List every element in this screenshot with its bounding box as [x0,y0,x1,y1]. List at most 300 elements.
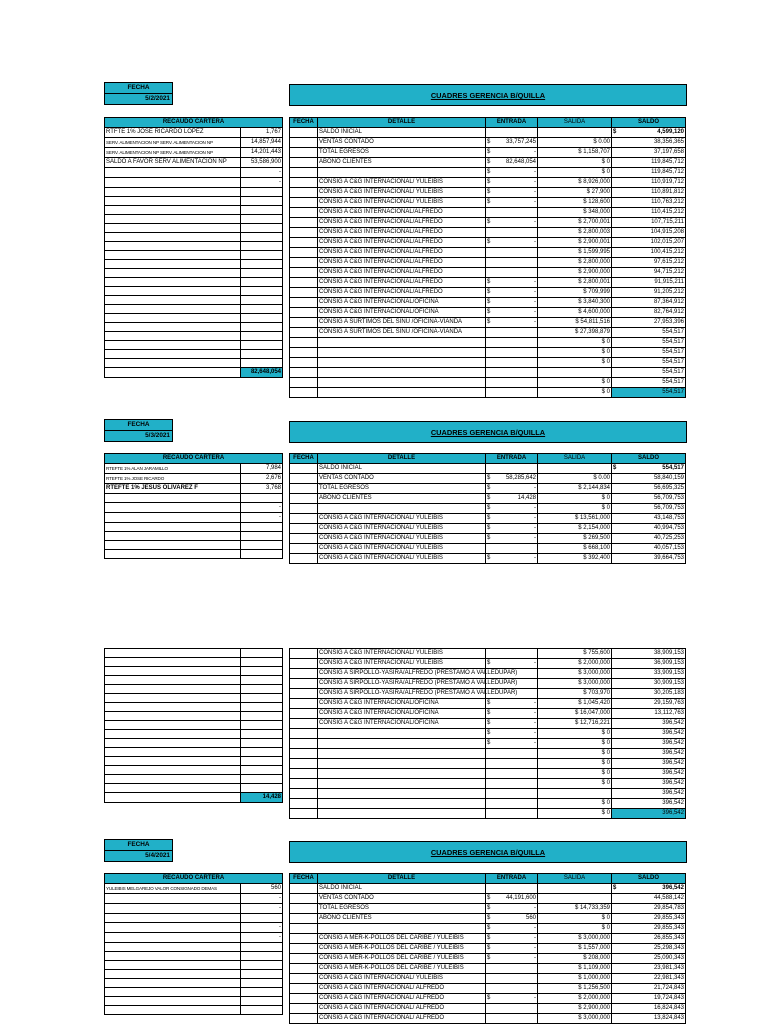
row-saldo[interactable] [612,474,686,484]
row-detalle[interactable] [318,769,486,779]
row-fecha[interactable] [290,699,318,709]
recaudo-value[interactable]: - [241,923,283,933]
row-salida[interactable]: $ 27,900 [538,188,612,198]
row-salida[interactable]: $ 2,800,001 [538,278,612,288]
row-saldo[interactable] [612,338,686,348]
recaudo-label[interactable]: SERV. ALIMENTACION NP SERV. ALIMENTACION NP [105,148,241,158]
fecha-value[interactable]: 5/3/2021 [105,430,172,441]
row-saldo[interactable] [612,709,686,719]
row-entrada[interactable] [486,749,538,759]
row-salida[interactable]: $ 0 [538,504,612,514]
row-fecha[interactable] [290,298,318,308]
row-salida[interactable]: $ 2,900,000 [538,268,612,278]
row-fecha[interactable] [290,1004,318,1014]
row-fecha[interactable] [290,494,318,504]
recaudo-label[interactable] [105,721,241,730]
row-entrada[interactable] [486,974,538,984]
recaudo-value[interactable] [241,188,283,197]
recaudo-value[interactable]: 53,586,900 [241,158,283,168]
row-detalle[interactable]: CONSIG A C&G INTERNACIONAL/ALFREDO [318,268,486,278]
recaudo-label[interactable] [105,323,241,332]
row-detalle[interactable]: CONSIG A C&G INTERNACIONAL/ YULEIBIS [318,514,486,524]
recaudo-label[interactable]: SALDO A FAVOR SERV ALIMENTACION NP [105,158,241,168]
row-detalle[interactable]: CONSIG A SURTIMOS DEL SINU /OFICINA-VIANDA [318,328,486,338]
row-salida[interactable]: $ 392,400 [538,554,612,564]
row-saldo[interactable] [612,524,686,534]
row-salida[interactable]: $ 2,700,001 [538,218,612,228]
recaudo-label[interactable] [105,550,241,559]
recaudo-label[interactable] [105,904,241,914]
row-saldo[interactable] [612,719,686,729]
row-entrada[interactable] [486,914,538,924]
row-saldo[interactable] [612,669,686,679]
row-salida[interactable]: $ 0 [538,378,612,388]
recaudo-value[interactable] [241,523,283,532]
recaudo-value[interactable]: 3,768 [241,484,283,494]
row-fecha[interactable] [290,884,318,894]
row-detalle[interactable] [318,358,486,368]
recaudo-label[interactable] [105,305,241,314]
recaudo-value[interactable]: 2,676 [241,474,283,484]
row-saldo[interactable] [612,659,686,669]
recaudo-value[interactable] [241,766,283,775]
row-entrada[interactable] [486,779,538,789]
row-salida[interactable]: $ 0 [538,769,612,779]
recaudo-label[interactable] [105,188,241,197]
row-detalle[interactable]: CONSIG A C&G INTERNACIONAL/ALFREDO [318,218,486,228]
row-saldo[interactable] [612,494,686,504]
row-saldo[interactable] [612,228,686,238]
row-saldo[interactable] [612,954,686,964]
row-detalle[interactable]: ABONO CLIENTES [318,158,486,168]
row-entrada[interactable] [486,348,538,358]
row-detalle[interactable]: CONSIG A C&G INTERNACIONAL/ ALFREDO [318,994,486,1004]
row-entrada[interactable] [486,228,538,238]
row-salida[interactable]: $ 348,000 [538,208,612,218]
row-fecha[interactable] [290,739,318,749]
row-fecha[interactable] [290,148,318,158]
row-entrada[interactable] [486,809,538,819]
recaudo-value[interactable]: - [241,168,283,178]
row-fecha[interactable] [290,719,318,729]
row-entrada[interactable] [486,894,538,904]
recaudo-label[interactable] [105,494,241,503]
recaudo-label[interactable] [105,952,241,961]
row-salida[interactable] [538,128,612,138]
recaudo-label[interactable] [105,251,241,260]
recaudo-label[interactable] [105,296,241,305]
row-salida[interactable]: $ 1,158,707 [538,148,612,158]
recaudo-value[interactable] [241,988,283,997]
recaudo-value[interactable]: 1,767 [241,128,283,138]
recaudo-label[interactable] [105,269,241,278]
row-fecha[interactable] [290,178,318,188]
row-entrada[interactable] [486,729,538,739]
row-fecha[interactable] [290,789,318,799]
row-detalle[interactable]: CONSIG A C&G INTERNACIONAL/ ALFREDO [318,1004,486,1014]
row-saldo[interactable] [612,934,686,944]
row-fecha[interactable] [290,248,318,258]
row-entrada[interactable] [486,789,538,799]
recaudo-label[interactable] [105,784,241,793]
row-detalle[interactable]: SALDO INICIAL [318,884,486,894]
recaudo-value[interactable] [241,215,283,224]
row-detalle[interactable]: CONSIG A C&G INTERNACIONAL/ YULEIBIS [318,198,486,208]
row-salida[interactable]: $ 0 [538,779,612,789]
row-detalle[interactable]: VENTAS CONTADO [318,138,486,148]
row-detalle[interactable] [318,779,486,789]
row-fecha[interactable] [290,554,318,564]
row-entrada[interactable] [486,649,538,659]
row-saldo[interactable] [612,148,686,158]
row-entrada[interactable] [486,739,538,749]
row-fecha[interactable] [290,759,318,769]
row-detalle[interactable] [318,729,486,739]
row-saldo[interactable] [612,809,686,819]
row-fecha[interactable] [290,188,318,198]
row-saldo[interactable] [612,368,686,378]
row-detalle[interactable] [318,388,486,398]
row-saldo[interactable] [612,178,686,188]
recaudo-value[interactable] [241,775,283,784]
recaudo-label[interactable] [105,649,241,658]
recaudo-label[interactable] [105,233,241,242]
recaudo-label[interactable] [105,224,241,233]
recaudo-value[interactable] [241,1006,283,1015]
row-salida[interactable]: $ 16,047,000 [538,709,612,719]
row-detalle[interactable]: TOTAL EGRESOS [318,484,486,494]
recaudo-value[interactable] [241,305,283,314]
row-salida[interactable]: $ 755,600 [538,649,612,659]
row-fecha[interactable] [290,769,318,779]
row-saldo[interactable] [612,308,686,318]
row-detalle[interactable]: CONSIG A C&G INTERNACIONAL/ALFREDO [318,258,486,268]
recaudo-value[interactable]: 14,201,443 [241,148,283,158]
row-salida[interactable]: $ 0 [538,158,612,168]
row-entrada[interactable] [486,308,538,318]
row-detalle[interactable]: CONSIG A C&G INTERNACIONAL/ YULEIBIS [318,554,486,564]
recaudo-value[interactable] [241,914,283,923]
row-saldo[interactable] [612,168,686,178]
row-fecha[interactable] [290,934,318,944]
row-saldo[interactable] [612,188,686,198]
row-salida[interactable]: $ 27,398,879 [538,328,612,338]
row-fecha[interactable] [290,994,318,1004]
recaudo-label[interactable] [105,943,241,952]
row-salida[interactable]: $ 208,000 [538,954,612,964]
recaudo-label[interactable] [105,988,241,997]
recaudo-label[interactable] [105,503,241,513]
row-fecha[interactable] [290,198,318,208]
row-entrada[interactable] [486,248,538,258]
recaudo-value[interactable] [241,532,283,541]
recaudo-value[interactable] [241,359,283,368]
row-salida[interactable]: $ 709,999 [538,288,612,298]
row-salida[interactable]: $ 269,500 [538,534,612,544]
recaudo-value[interactable] [241,269,283,278]
row-salida[interactable]: $ 14,733,359 [538,904,612,914]
row-fecha[interactable] [290,338,318,348]
row-salida[interactable]: $ 1,045,420 [538,699,612,709]
row-detalle[interactable] [318,799,486,809]
row-saldo[interactable] [612,944,686,954]
recaudo-label[interactable] [105,242,241,251]
row-entrada[interactable] [486,158,538,168]
row-detalle[interactable]: CONSIG A SURTIMOS DEL SINU /OFICINA-VIANDA [318,318,486,328]
row-fecha[interactable] [290,679,318,689]
row-entrada[interactable] [486,238,538,248]
row-detalle[interactable] [318,759,486,769]
row-detalle[interactable]: CONSIG A C&G INTERNACIONAL/ YULEIBIS [318,974,486,984]
row-salida[interactable]: $ 2,900,000 [538,1004,612,1014]
row-salida[interactable]: $ 2,900,001 [538,238,612,248]
row-saldo[interactable] [612,994,686,1004]
recaudo-value[interactable] [241,952,283,961]
row-fecha[interactable] [290,238,318,248]
row-detalle[interactable]: TOTAL EGRESOS [318,904,486,914]
row-detalle[interactable]: CONSIG A MER-K-POLLOS DEL CARIBE / YULEIBIS [318,934,486,944]
row-salida[interactable] [538,368,612,378]
row-detalle[interactable]: CONSIG A C&G INTERNACIONAL/ YULEIBIS [318,649,486,659]
recaudo-value[interactable]: 7,984 [241,464,283,474]
row-detalle[interactable]: CONSIG A C&G INTERNACIONAL/ ALFREDO [318,984,486,994]
row-fecha[interactable] [290,894,318,904]
fecha-value[interactable]: 5/4/2021 [105,850,172,861]
row-detalle[interactable]: CONSIG A MER-K-POLLOS DEL CARIBE / YULEIBIS [318,964,486,974]
row-salida[interactable]: $ 0 [538,739,612,749]
row-fecha[interactable] [290,779,318,789]
recaudo-label[interactable] [105,997,241,1006]
recaudo-value[interactable] [241,296,283,305]
row-detalle[interactable]: CONSIG A C&G INTERNACIONAL/ALFREDO [318,238,486,248]
row-fecha[interactable] [290,709,318,719]
row-detalle[interactable] [318,749,486,759]
recaudo-value[interactable] [241,550,283,559]
recaudo-label[interactable] [105,178,241,188]
row-salida[interactable]: $ 3,000,000 [538,934,612,944]
row-detalle[interactable]: SALDO INICIAL [318,128,486,138]
row-saldo[interactable] [612,464,686,474]
row-entrada[interactable] [486,138,538,148]
row-detalle[interactable]: CONSIG A C&G INTERNACIONAL/ YULEIBIS [318,534,486,544]
recaudo-label[interactable] [105,961,241,970]
row-entrada[interactable] [486,198,538,208]
row-saldo[interactable] [612,779,686,789]
row-saldo[interactable] [612,679,686,689]
recaudo-label[interactable] [105,278,241,287]
recaudo-label[interactable] [105,685,241,694]
recaudo-value[interactable] [241,703,283,712]
row-saldo[interactable] [612,534,686,544]
row-detalle[interactable]: CONSIG A C&G INTERNACIONAL/ YULEIBIS [318,188,486,198]
row-salida[interactable] [538,894,612,904]
row-entrada[interactable] [486,464,538,474]
recaudo-value[interactable] [241,224,283,233]
row-salida[interactable]: $ 0 [538,749,612,759]
row-entrada[interactable] [486,388,538,398]
recaudo-value[interactable] [241,784,283,793]
row-entrada[interactable] [486,699,538,709]
row-salida[interactable]: $ 54,811,516 [538,318,612,328]
row-salida[interactable]: $ 0 [538,338,612,348]
row-entrada[interactable] [486,524,538,534]
row-entrada[interactable] [486,769,538,779]
recaudo-label[interactable]: SERV. ALIMENTACION NP SERV. ALIMENTACION NP [105,138,241,148]
row-fecha[interactable] [290,318,318,328]
row-fecha[interactable] [290,168,318,178]
row-fecha[interactable] [290,504,318,514]
recaudo-value[interactable] [241,943,283,952]
row-saldo[interactable] [612,378,686,388]
row-entrada[interactable] [486,514,538,524]
row-fecha[interactable] [290,659,318,669]
recaudo-value[interactable] [241,739,283,748]
row-detalle[interactable] [318,789,486,799]
row-detalle[interactable]: CONSIG A C&G INTERNACIONAL/ALFREDO [318,228,486,238]
row-detalle[interactable]: VENTAS CONTADO [318,894,486,904]
row-saldo[interactable] [612,504,686,514]
row-entrada[interactable] [486,924,538,934]
recaudo-value[interactable] [241,649,283,658]
row-detalle[interactable]: CONSIG A C&G INTERNACIONAL/OFICINA [318,298,486,308]
row-detalle[interactable]: CONSIG A C&G INTERNACIONAL/ YULEIBIS [318,178,486,188]
row-fecha[interactable] [290,524,318,534]
recaudo-value[interactable] [241,667,283,676]
row-saldo[interactable] [612,1014,686,1024]
row-entrada[interactable] [486,148,538,158]
row-saldo[interactable] [612,699,686,709]
row-entrada[interactable] [486,984,538,994]
recaudo-label[interactable]: RTEFTE 1% JESUS OLIVAREZ F [105,484,241,494]
row-fecha[interactable] [290,308,318,318]
recaudo-label[interactable] [105,748,241,757]
row-detalle[interactable] [318,168,486,178]
row-saldo[interactable] [612,278,686,288]
recaudo-value[interactable] [241,314,283,323]
recaudo-label[interactable] [105,658,241,667]
recaudo-label[interactable] [105,970,241,979]
row-fecha[interactable] [290,544,318,554]
row-saldo[interactable] [612,884,686,894]
row-saldo[interactable] [612,904,686,914]
recaudo-label[interactable] [105,667,241,676]
row-fecha[interactable] [290,388,318,398]
row-entrada[interactable] [486,188,538,198]
recaudo-label[interactable] [105,712,241,721]
recaudo-label[interactable] [105,350,241,359]
recaudo-label[interactable] [105,332,241,341]
row-detalle[interactable] [318,504,486,514]
row-entrada[interactable] [486,128,538,138]
row-entrada[interactable] [486,218,538,228]
recaudo-value[interactable] [241,979,283,988]
recaudo-label[interactable] [105,359,241,368]
row-fecha[interactable] [290,208,318,218]
row-salida[interactable]: $ 0 [538,809,612,819]
row-detalle[interactable]: CONSIG A C&G INTERNACIONAL/ALFREDO [318,248,486,258]
row-salida[interactable]: $ 0 [538,348,612,358]
row-fecha[interactable] [290,358,318,368]
row-saldo[interactable] [612,328,686,338]
recaudo-label[interactable] [105,206,241,215]
recaudo-value[interactable] [241,658,283,667]
row-salida[interactable]: $ 0 [538,924,612,934]
recaudo-value[interactable]: 14,857,944 [241,138,283,148]
row-fecha[interactable] [290,944,318,954]
row-saldo[interactable] [612,689,686,699]
row-salida[interactable]: $ 8,926,000 [538,178,612,188]
recaudo-value[interactable] [241,676,283,685]
row-saldo[interactable] [612,554,686,564]
row-saldo[interactable] [612,974,686,984]
row-salida[interactable]: $ 703,970 [538,689,612,699]
row-saldo[interactable] [612,914,686,924]
recaudo-label[interactable] [105,513,241,523]
row-detalle[interactable]: CONSIG A C&G INTERNACIONAL/OFICINA [318,308,486,318]
recaudo-label[interactable] [105,215,241,224]
recaudo-label[interactable] [105,933,241,943]
recaudo-label[interactable] [105,757,241,766]
recaudo-total[interactable]: 14,428 [241,793,283,803]
recaudo-label[interactable] [105,341,241,350]
recaudo-label[interactable] [105,523,241,532]
row-saldo[interactable] [612,218,686,228]
recaudo-value[interactable] [241,350,283,359]
row-saldo[interactable] [612,769,686,779]
row-saldo[interactable] [612,544,686,554]
row-salida[interactable]: $ 0 [538,168,612,178]
row-fecha[interactable] [290,649,318,659]
row-salida[interactable]: $ 2,800,000 [538,258,612,268]
row-saldo[interactable] [612,984,686,994]
row-entrada[interactable] [486,719,538,729]
row-saldo[interactable] [612,514,686,524]
row-detalle[interactable]: VENTAS CONTADO [318,474,486,484]
recaudo-value[interactable] [241,233,283,242]
row-detalle[interactable] [318,924,486,934]
row-entrada[interactable] [486,1014,538,1024]
row-entrada[interactable] [486,934,538,944]
recaudo-label[interactable] [105,168,241,178]
row-fecha[interactable] [290,464,318,474]
recaudo-label[interactable] [105,730,241,739]
row-fecha[interactable] [290,228,318,238]
row-entrada[interactable] [486,494,538,504]
row-entrada[interactable] [486,554,538,564]
row-entrada[interactable] [486,178,538,188]
row-saldo[interactable] [612,208,686,218]
row-detalle[interactable] [318,368,486,378]
row-fecha[interactable] [290,288,318,298]
row-entrada[interactable] [486,504,538,514]
row-detalle[interactable]: CONSIG A C&G INTERNACIONAL/ALFREDO [318,288,486,298]
row-salida[interactable]: $ 0 [538,388,612,398]
row-saldo[interactable] [612,924,686,934]
row-salida[interactable]: $ 3,000,000 [538,1014,612,1024]
row-salida[interactable]: $ 12,716,221 [538,719,612,729]
row-salida[interactable] [538,789,612,799]
row-detalle[interactable]: CONSIG A C&G INTERNACIONAL/OFICINA [318,719,486,729]
row-saldo[interactable] [612,759,686,769]
row-detalle[interactable]: CONSIG A SIRPOLLO-YASIRA/ALFREDO (PRESTAMO A VALLEDUPAR) [318,689,486,699]
recaudo-label[interactable] [105,894,241,904]
row-entrada[interactable] [486,474,538,484]
row-saldo[interactable] [612,649,686,659]
row-entrada[interactable] [486,368,538,378]
row-salida[interactable]: $ 2,154,000 [538,524,612,534]
row-detalle[interactable] [318,739,486,749]
recaudo-value[interactable] [241,757,283,766]
